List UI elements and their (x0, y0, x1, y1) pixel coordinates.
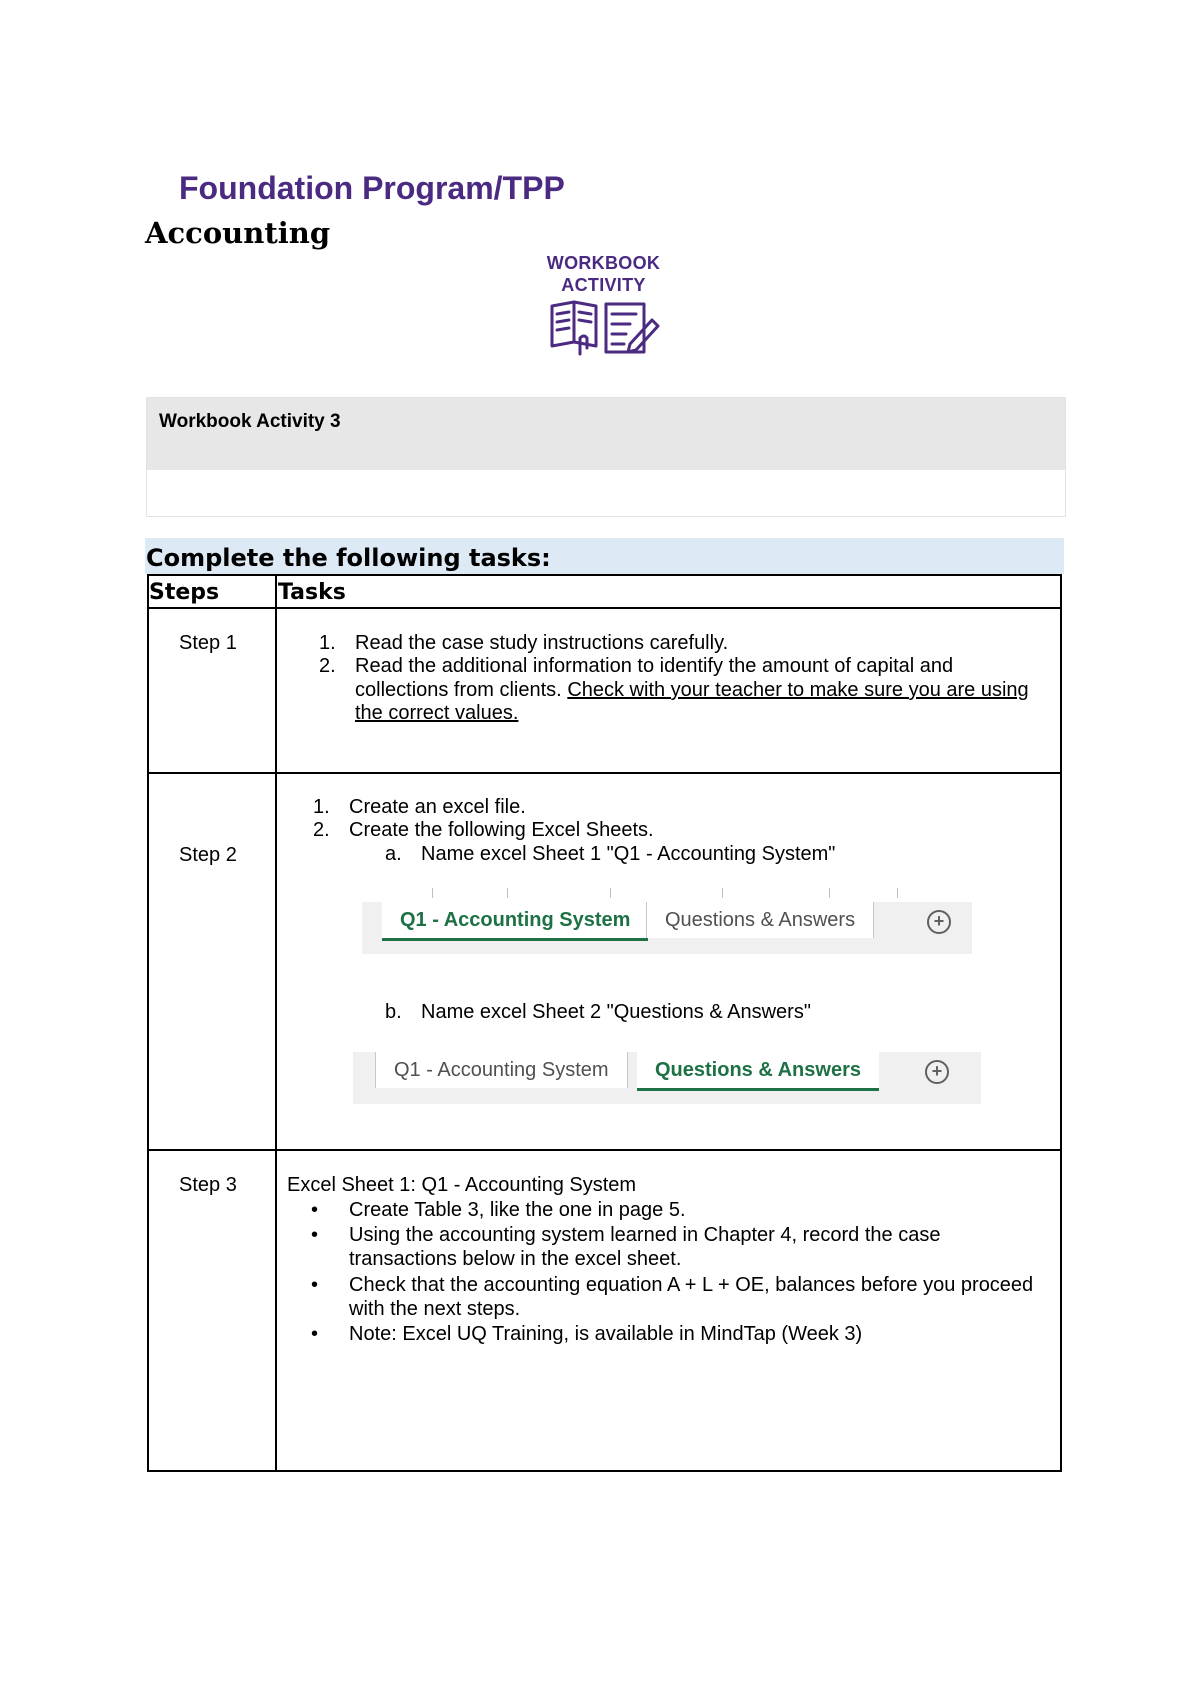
step-1-item-1: Read the case study instructions carefully. (355, 632, 729, 654)
sheet-tab-qa: Questions & Answers (646, 902, 874, 938)
step-2-item-2: Create the following Excel Sheets. (349, 819, 654, 841)
step-2-label: Step 2 (179, 844, 237, 866)
step-2-sub-a: Name excel Sheet 1 "Q1 - Accounting System" (421, 843, 836, 865)
step-3-bullet-3: Check that the accounting equation A + L + OE, balances before you proceed (349, 1274, 1034, 1296)
list-number: 1. (313, 796, 330, 818)
step-1-item-2-text: collections from clients. (355, 679, 562, 701)
bullet-icon: • (311, 1199, 319, 1221)
activity-title: Workbook Activity 3 (159, 411, 341, 432)
add-sheet-icon: + (925, 1060, 949, 1084)
step-3-bullet-3-cont: with the next steps. (349, 1298, 521, 1320)
sub-list-mark: a. (385, 843, 402, 865)
bullet-icon: • (311, 1323, 319, 1345)
teacher-check-note-cont: the correct values. (355, 702, 519, 724)
sub-list-mark: b. (385, 1001, 402, 1023)
column-divider (275, 576, 277, 1470)
tab-tick (722, 888, 723, 898)
step-3-bullet-1: Create Table 3, like the one in page 5. (349, 1199, 686, 1221)
step-1-label: Step 1 (179, 632, 237, 654)
tab-tick (897, 888, 898, 898)
step-3-bullet-2: Using the accounting system learned in Chapter 4, record the case (349, 1224, 941, 1246)
step-3-tasks (287, 1174, 1057, 1434)
list-number: 1. (319, 632, 336, 654)
badge-line1: WORKBOOK (546, 253, 661, 273)
program-title: Foundation Program/TPP (179, 170, 565, 206)
row-divider (149, 607, 1060, 609)
bullet-icon: • (311, 1274, 319, 1296)
bullet-icon: • (311, 1224, 319, 1246)
tab-tick (507, 888, 508, 898)
list-number: 2. (313, 819, 330, 841)
row-divider (149, 772, 1060, 774)
sheet-tab-q1: Q1 - Accounting System (375, 1052, 628, 1088)
activity-header (147, 398, 1065, 470)
row-divider (149, 1149, 1060, 1151)
step-1-tasks (319, 632, 1059, 752)
activity-box (146, 397, 1066, 517)
tasks-heading: Complete the following tasks: (146, 544, 551, 572)
tab-tick (610, 888, 611, 898)
sheet-tabs-preview-1 (362, 902, 972, 954)
step-2-sub-b: Name excel Sheet 2 "Questions & Answers" (421, 1001, 811, 1023)
tab-tick (432, 888, 433, 898)
add-sheet-icon: + (927, 910, 951, 934)
step-1-item-2: Read the additional information to identify the amount of capital and (355, 655, 954, 677)
workbook-icon (544, 298, 664, 356)
step-3-intro: Excel Sheet 1: Q1 - Accounting System (287, 1174, 637, 1196)
workbook-activity-badge (536, 252, 671, 361)
sheet-tabs-preview-2 (353, 1052, 981, 1104)
tasks-table (147, 574, 1062, 1472)
column-header-steps: Steps (149, 580, 220, 605)
sheet-tab-q1-active: Q1 - Accounting System (382, 902, 648, 941)
step-3-bullet-4: Note: Excel UQ Training, is available in MindTap (Week 3) (349, 1323, 863, 1345)
teacher-check-note: Check with your teacher to make sure you are using (567, 679, 1029, 701)
badge-line2: ACTIVITY (561, 275, 646, 295)
sheet-tab-qa-active: Questions & Answers (637, 1052, 879, 1091)
list-number: 2. (319, 655, 336, 677)
tab-tick (829, 888, 830, 898)
column-header-tasks: Tasks (278, 580, 346, 605)
step-3-bullet-2-cont: transactions below in the excel sheet. (349, 1248, 682, 1270)
step-2-item-1: Create an excel file. (349, 796, 526, 818)
subject-title: Accounting (145, 216, 331, 250)
step-3-label: Step 3 (179, 1174, 237, 1196)
